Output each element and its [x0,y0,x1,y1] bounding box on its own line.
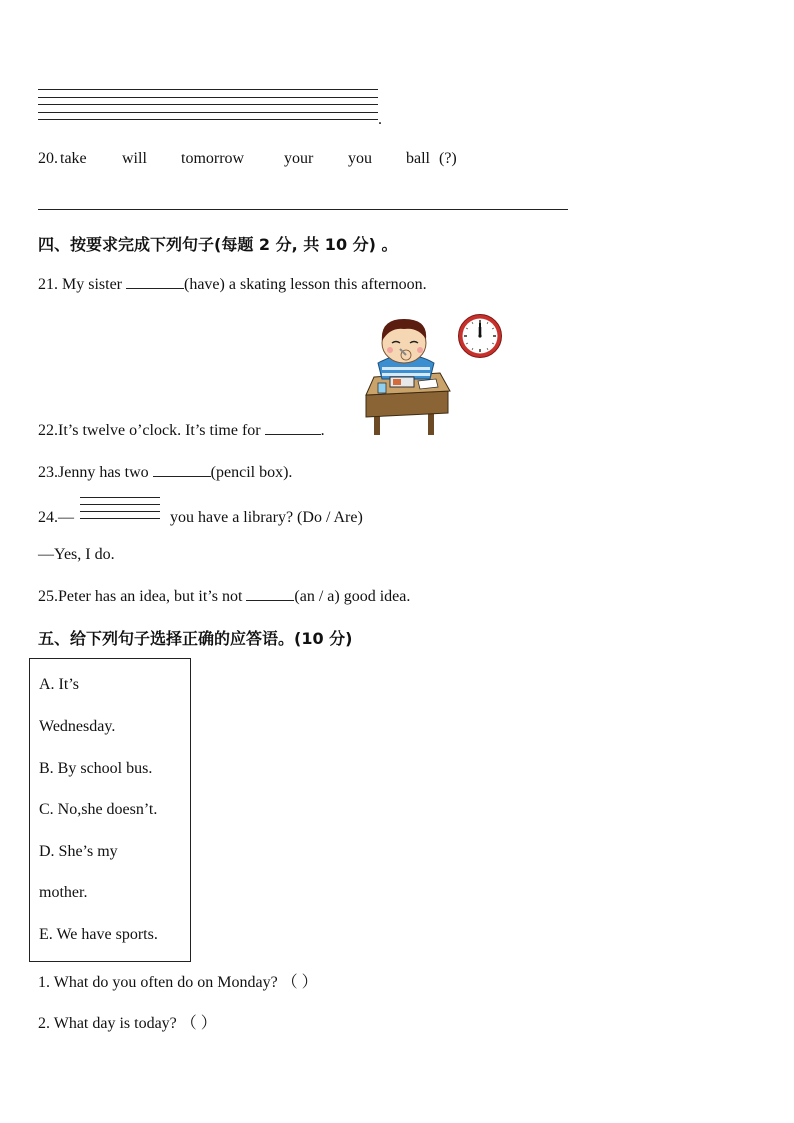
scrambled-word: ball [406,150,430,167]
answer-line [38,112,378,113]
scrambled-word: will [122,150,147,167]
question-text: you have a library? (Do / Are) [170,509,363,526]
fill-blank[interactable] [246,586,294,601]
question-1 [38,973,318,993]
answer-line [38,104,378,105]
question-23 [38,462,292,483]
question-number: 20. [38,150,58,167]
question-22 [38,420,325,441]
question-number: 21. [38,276,58,293]
question-text: (have) a skating lesson this afternoon. [184,276,427,293]
question-text: 23.Jenny has two [38,464,149,481]
option-d: D. She’s my [39,843,118,860]
fill-blank[interactable] [126,274,184,289]
section-4-heading: 四、按要求完成下列句子(每题 2 分, 共 10 分) 。 [38,235,398,254]
answer-bracket[interactable]: （ ） [180,1015,217,1032]
question-text: (pencil box). [210,464,293,481]
answer-line [38,89,378,90]
scrambled-word: tomorrow [181,150,245,167]
question-number: 24.— [38,509,74,526]
answer-options-box [29,658,191,962]
option-b: B. By school bus. [39,760,153,777]
answer-line[interactable] [80,518,160,519]
scrambled-word: you [348,150,372,167]
option-d-cont: mother. [39,884,88,901]
answer-line[interactable] [80,504,160,505]
question-text: 2. What day is today? [38,1015,177,1032]
answer-line [38,97,378,98]
answer-line[interactable] [80,511,160,512]
answer-line[interactable] [80,497,160,498]
option-a: A. It’s [39,676,79,693]
option-a-cont: Wednesday. [39,718,116,735]
answer-text: —Yes, I do. [38,546,115,563]
period-mark: . [378,111,382,128]
fill-blank[interactable] [153,462,211,477]
question-2 [38,1014,217,1034]
clock-icon [457,313,503,359]
answer-bracket[interactable]: （ ） [281,974,318,991]
section-5-heading: 五、给下列句子选择正确的应答语。(10 分) [38,629,353,648]
scrambled-word: your [284,150,314,167]
question-text: 25.Peter has an idea, but it’s not [38,588,243,605]
option-e: E. We have sports. [39,926,158,943]
question-text: 1. What do you often do on Monday? [38,974,278,991]
question-21 [38,274,427,295]
question-mark-hint: (?) [439,150,457,167]
answer-line [38,119,378,120]
question-text: My sister [62,276,122,293]
question-text: 22.It’s twelve o’clock. It’s time for [38,422,261,439]
question-text: (an / a) good idea. [294,588,411,605]
period-mark: . [320,422,325,439]
boy-eating-illustration [360,313,455,437]
option-c: C. No,she doesn’t. [39,801,158,818]
question-25 [38,586,410,607]
fill-blank[interactable] [265,420,321,435]
scrambled-word: take [60,150,87,167]
answer-line[interactable] [38,209,568,210]
